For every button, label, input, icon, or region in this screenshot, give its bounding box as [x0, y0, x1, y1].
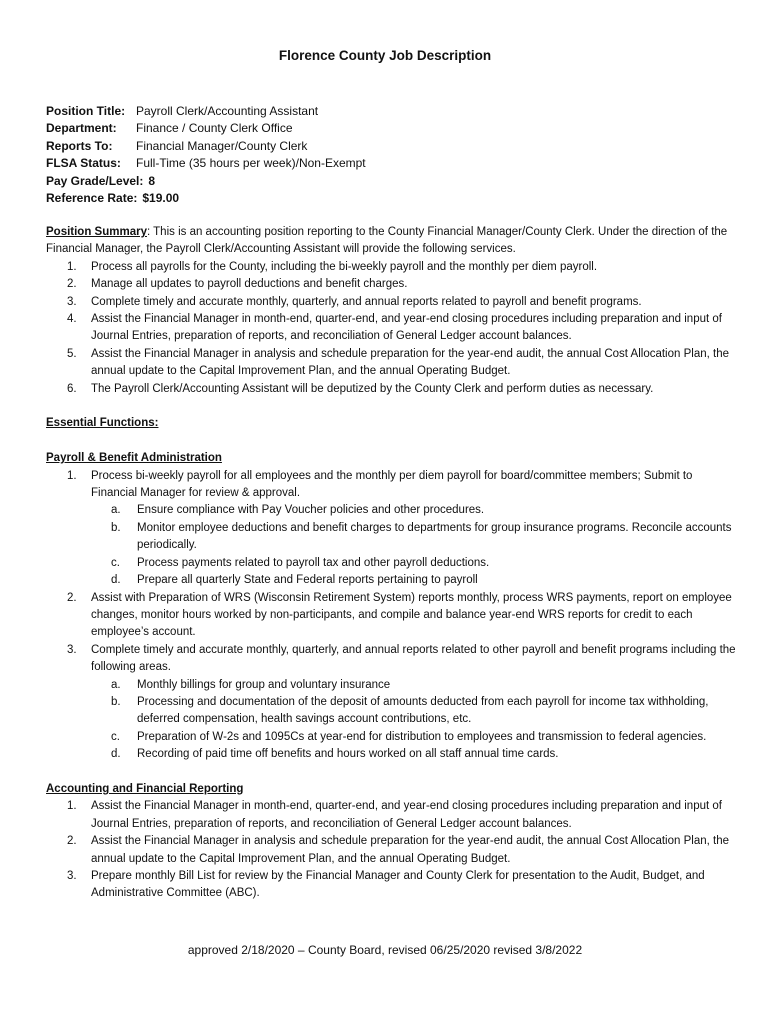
list-item: [46, 798, 736, 833]
list-item: [46, 259, 736, 276]
item-text: Prepare monthly Bill List for review by the Financial Manager and County Clerk for presentation to the Audit, Budget, and Administrative Committee (ABC).: [91, 869, 705, 900]
field-value: Payroll Clerk/Accounting Assistant: [136, 104, 319, 118]
item-letter: b.: [111, 695, 121, 708]
item-text: Processing and documentation of the deposit of amounts deducted from each payroll for income tax withholding, deferred compensation, health savings account contributions, etc.: [137, 695, 709, 726]
item-text: Assist the Financial Manager in month-end, quarter-end, and year-end closing procedures including preparation and input of Journal Entries, preparation of reports, and reconciliation of General Ledger account balances.: [91, 313, 722, 343]
sub-list-item: [46, 694, 736, 729]
spacer: [46, 764, 736, 781]
item-letter: d.: [111, 748, 121, 761]
field-label: FLSA Status:: [46, 156, 121, 171]
item-number: 2.: [67, 835, 77, 848]
item-number: 6.: [67, 382, 77, 395]
payroll-heading: Payroll & Benefit Administration: [46, 452, 222, 465]
item-letter: a.: [111, 504, 121, 517]
essential-functions-heading: Essential Functions:: [46, 417, 159, 430]
field-value: Finance / County Clerk Office: [136, 121, 293, 136]
item-text: The Payroll Clerk/Accounting Assistant will be deputized by the County Clerk and perform duties as necessary.: [91, 382, 654, 395]
revision-footer: approved 2/18/2020 – County Board, revised 06/25/2020 revised 3/8/2022: [187, 943, 583, 957]
field-label: Position Title:: [46, 104, 126, 118]
page-title: Florence County Job Description: [278, 48, 492, 63]
sub-list-item: [46, 572, 736, 589]
item-number: 2.: [67, 278, 77, 291]
sub-list-item: [46, 502, 736, 519]
summary-list: [46, 259, 736, 398]
list-item: [46, 642, 736, 677]
summary-text: : This is an accounting position reporting to the County Financial Manager/County Clerk. Under the direction of the Financial Manager, the Payroll Clerk/Accounting Assistant will provide the following services.: [46, 226, 728, 256]
field-position-title: [46, 103, 366, 120]
field-value: 8: [148, 173, 156, 188]
item-text: Recording of paid time off benefits and hours worked on all staff annual time cards.: [137, 748, 559, 761]
field-value: $19.00: [142, 191, 180, 206]
list-item: [46, 294, 736, 311]
accounting-list: [46, 798, 736, 902]
item-letter: a.: [111, 678, 121, 691]
item-number: 1.: [67, 260, 77, 273]
job-fields: [46, 103, 366, 207]
list-item: [46, 833, 736, 868]
field-label: Pay Grade/Level:: [46, 173, 144, 188]
item-number: 2.: [67, 591, 77, 604]
item-number: 3.: [67, 643, 77, 656]
item-letter: b.: [111, 521, 121, 534]
item-number: 3.: [67, 295, 77, 308]
sub-list-item: [46, 520, 736, 555]
item-letter: d.: [111, 574, 121, 587]
item-text: Process bi-weekly payroll for all employees and the monthly per diem payroll for board/committee members; Submit to Financial Manager for review & approval.: [91, 469, 693, 500]
field-value: Financial Manager/County Clerk: [136, 138, 308, 153]
item-text: Process all payrolls for the County, including the bi-weekly payroll and the monthly per diem payroll.: [91, 260, 598, 273]
item-number: 3.: [67, 869, 77, 882]
item-text: Monitor employee deductions and benefit charges to departments for group insurance programs. Reconcile accounts periodically.: [137, 521, 732, 552]
sub-list-item: [46, 555, 736, 572]
item-number: 1.: [67, 469, 77, 482]
field-pay-grade: [46, 173, 366, 190]
list-item: [46, 381, 736, 398]
spacer: [46, 433, 736, 450]
list-item: [46, 468, 736, 503]
item-number: 4.: [67, 313, 77, 326]
field-label: Department:: [46, 121, 117, 136]
sub-list-item: [46, 746, 736, 763]
item-text: Assist the Financial Manager in analysis and schedule preparation for the year-end audit, the annual Cost Allocation Plan, the annual update to the Capital Improvement Plan, and the annual Operating Budget.: [91, 347, 729, 378]
item-text: Assist the Financial Manager in month-end, quarter-end, and year-end closing procedures including preparation and input of Journal Entries, preparation of reports, and reconciliation of General Ledger account balances.: [91, 800, 722, 830]
field-label: Reports To:: [46, 138, 113, 153]
sub-list-item: [46, 729, 736, 746]
item-text: Prepare all quarterly State and Federal reports pertaining to payroll: [137, 574, 478, 587]
item-text: Complete timely and accurate monthly, quarterly, and annual reports related to other payroll and benefit programs including the following areas.: [91, 643, 736, 674]
field-reference-rate: [46, 190, 366, 207]
field-flsa-status: [46, 155, 366, 172]
field-value: Full-Time (35 hours per week)/Non-Exempt: [136, 156, 366, 171]
list-item: [46, 311, 736, 346]
item-letter: c.: [111, 730, 120, 743]
item-number: 5.: [67, 347, 77, 360]
sub-list-item: [46, 677, 736, 694]
item-text: Ensure compliance with Pay Voucher policies and other procedures.: [137, 504, 485, 517]
item-text: Monthly billings for group and voluntary insurance: [137, 678, 391, 691]
field-reports-to: [46, 138, 366, 155]
list-item: [46, 276, 736, 293]
item-text: Assist the Financial Manager in analysis and schedule preparation for the year-end audit, the annual Cost Allocation Plan, the annual update to the Capital Improvement Plan, and the annual Operating Budget.: [91, 835, 729, 865]
item-text: Manage all updates to payroll deductions and benefit charges.: [91, 278, 408, 291]
summary-heading: Position Summary: [46, 226, 147, 238]
position-summary: [46, 224, 736, 259]
item-text: Assist with Preparation of WRS (Wisconsin Retirement System) reports monthly, process WRS payments, report on employee changes, monitor hours worked by non-participants, and compile and balance year-end WRS reports for credit to each employee’s account.: [91, 591, 732, 639]
item-text: Complete timely and accurate monthly, quarterly, and annual reports related to payroll and benefit programs.: [91, 295, 642, 308]
item-number: 1.: [67, 800, 77, 813]
item-text: Preparation of W-2s and 1095Cs at year-end for distribution to employees and transmission to federal agencies.: [137, 730, 707, 743]
item-letter: c.: [111, 556, 120, 569]
list-item: [46, 590, 736, 642]
item-text: Process payments related to payroll tax and other payroll deductions.: [137, 556, 490, 569]
spacer: [46, 398, 736, 415]
list-item: [46, 868, 736, 903]
document-body: [46, 224, 736, 903]
field-label: Reference Rate:: [46, 191, 138, 206]
field-department: [46, 120, 366, 137]
payroll-list: [46, 468, 736, 764]
accounting-heading: Accounting and Financial Reporting: [46, 782, 244, 795]
list-item: [46, 346, 736, 381]
